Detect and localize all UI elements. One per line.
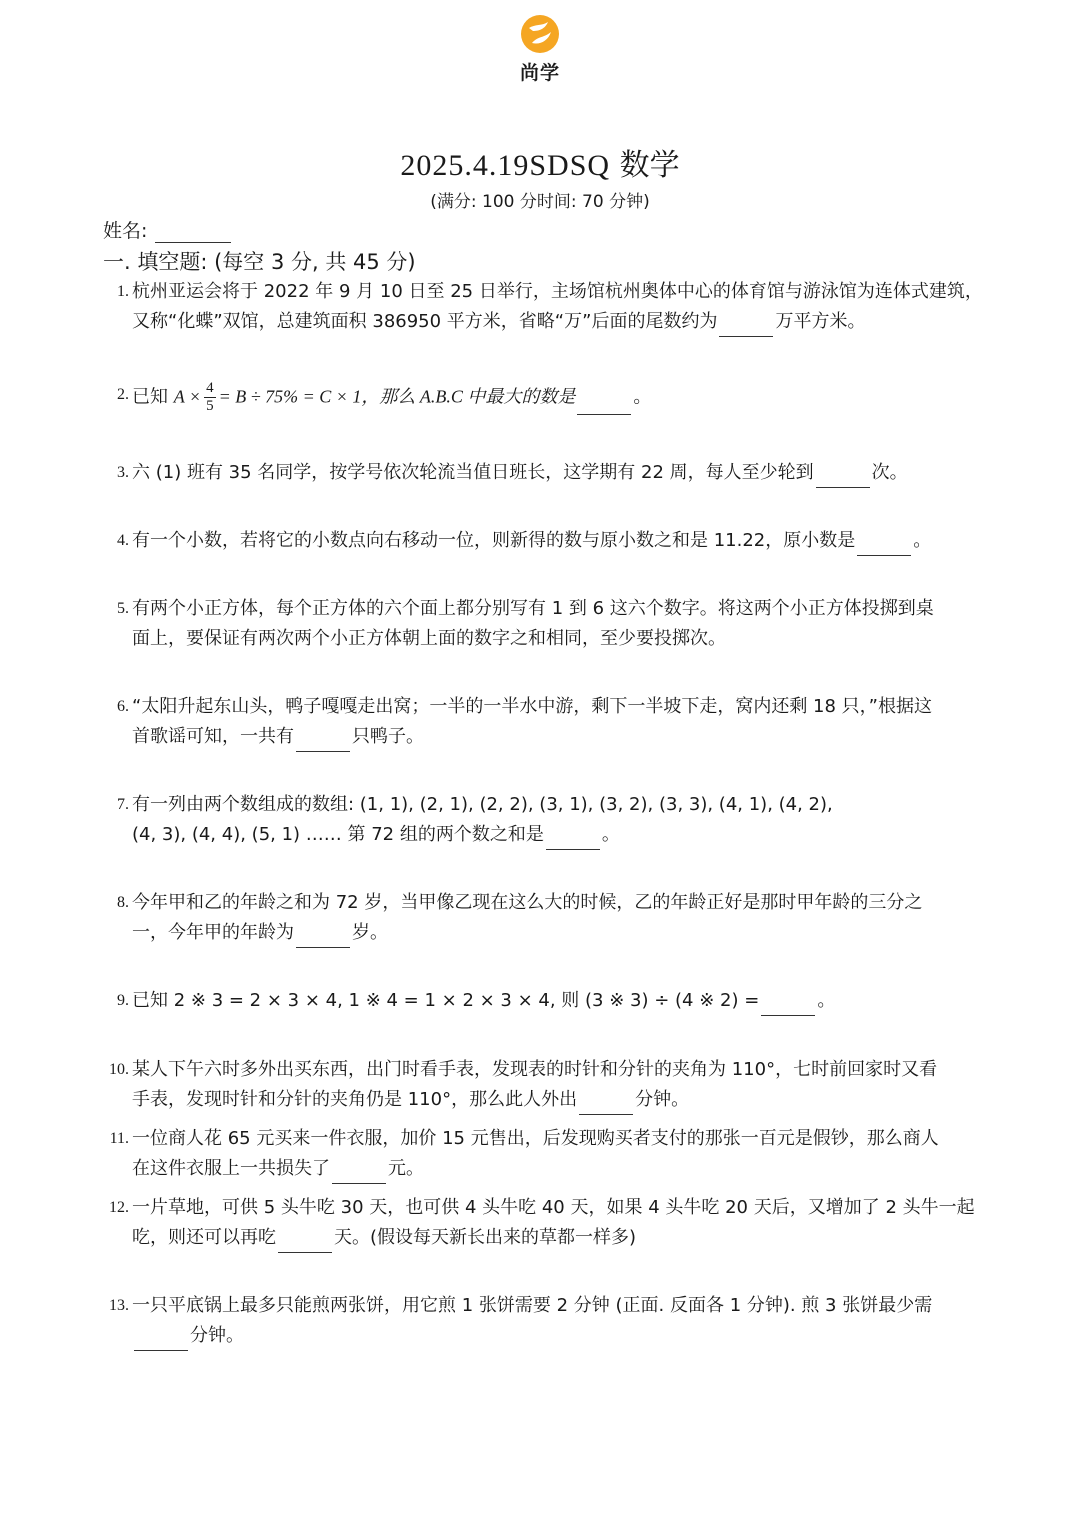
page-title [0, 140, 1080, 184]
fraction: $\frac{4}{5}$ [206, 380, 214, 414]
question-text: 分钟。 [132, 1321, 983, 1351]
question-number: 10. [109, 1061, 129, 1078]
question-number: 9. [117, 992, 129, 1009]
question-number: 13. [109, 1297, 129, 1314]
logo-brand-text: 尚学 [519, 62, 560, 84]
question-text: 有一个小数，若将它的小数点向右移动一位，则新得的数与原小数之和是 11.22，原小数是 。 [132, 526, 983, 556]
question-number: 7. [117, 796, 129, 813]
name-field [103, 216, 231, 243]
question-text: 一，今年甲的年龄为 岁。 [132, 918, 983, 948]
question-text: 已知 2 ※ 3 = 2 × 3 × 4, 1 ※ 4 = 1 × 2 × 3 × 4, 则 (3 ※ 3) ÷ (4 ※ 2) = 。 [132, 986, 983, 1016]
question-text: 首歌谣可知，一共有 只鸭子。 [132, 722, 983, 752]
answer-blank[interactable] [579, 1094, 633, 1115]
question-text: (4, 3), (4, 4), (5, 1) …… 第 72 组的两个数之和是 。 [132, 820, 983, 850]
question-number: 1. [117, 283, 129, 300]
question-text: 杭州亚运会将于 2022 年 9 月 10 日至 25 日举行，主场馆杭州奥体中心的体育馆与游泳馆为连体式建筑， [132, 281, 983, 302]
question-text: 已知 A × $\frac{4}{5}$ = B ÷ 75% = C × 1，那么 A.B.C 中最大的数是 。 [132, 380, 652, 414]
logo [490, 14, 590, 84]
question-text: 一只平底锅上最多只能煎两张饼，用它煎 1 张饼需要 2 分钟 (正面. 反面各 1 分钟). 煎 3 张饼最少需 [132, 1295, 933, 1316]
answer-blank[interactable] [577, 394, 631, 415]
question-text: 又称“化蝶”双馆，总建筑面积 386950 平方米，省略“万”后面的尾数约为 万平方米。 [132, 307, 983, 337]
question-text: 手表，发现时针和分针的夹角仍是 110°，那么此人外出 分钟。 [132, 1085, 983, 1115]
question-number: 5. [117, 600, 129, 617]
title-subject: 数学 [619, 148, 680, 183]
question-text: 有两个小正方体，每个正方体的六个面上都分别写有 1 到 6 这六个数字。将这两个小正方体投掷到桌 [132, 598, 934, 619]
question-text: 今年甲和乙的年龄之和为 72 岁，当甲像乙现在这么大的时候，乙的年龄正好是那时甲年龄的三分之 [132, 892, 923, 913]
question-number: 11. [109, 1130, 129, 1147]
answer-blank[interactable] [816, 467, 870, 488]
question-number: 4. [117, 532, 129, 549]
math-variable: A × [173, 386, 202, 407]
question-number: 2. [117, 386, 129, 403]
question-text: 某人下午六时多外出买东西，出门时看手表，发现表的时针和分针的夹角为 110°，七时前回家时又看 [132, 1059, 938, 1080]
section-title: 一. 填空题: (每空 3 分, 共 45 分) [103, 250, 416, 274]
question-text: “太阳升起东山头，鸭子嘎嘎走出窝；一半的一半水中游，剩下一半坡下走，窝内还剩 18 只，”根据这 [132, 696, 932, 717]
name-blank[interactable] [155, 224, 231, 243]
question-text: 一片草地，可供 5 头牛吃 30 天，也可供 4 头牛吃 40 天，如果 4 头牛吃 20 天后，又增加了 2 头牛一起 [132, 1197, 975, 1218]
answer-blank[interactable] [332, 1163, 386, 1184]
question-number: 12. [109, 1199, 129, 1216]
question-text: 六 (1) 班有 35 名同学，按学号依次轮流当值日班长，这学期有 22 周，每人至少轮到 次。 [132, 458, 983, 488]
question-text: 面上，要保证有两次两个小正方体朝上面的数字之和相同，至少要投掷次。 [132, 628, 726, 649]
answer-blank[interactable] [278, 1232, 332, 1253]
answer-blank[interactable] [296, 927, 350, 948]
question-text: 在这件衣服上一共损失了 元。 [132, 1154, 983, 1184]
question-number: 6. [117, 698, 129, 715]
question-text: 吃，则还可以再吃 天。(假设每天新长出来的草都一样多) [132, 1223, 983, 1253]
answer-blank[interactable] [857, 535, 911, 556]
exam-info: (满分: 100 分时间: 70 分钟) [430, 192, 650, 212]
question-text: 有一列由两个数组成的数组: (1, 1), (2, 1), (2, 2), (3, 1), (3, 2), (3, 3), (4, 1), (4, 2), [132, 794, 833, 815]
answer-blank[interactable] [134, 1330, 188, 1351]
answer-blank[interactable] [719, 316, 773, 337]
question-text: 一位商人花 65 元买来一件衣服，加价 15 元售出，后发现购买者支付的那张一百元是假钞，那么商人 [132, 1128, 939, 1149]
title-number: 2025.4.19SDSQ [400, 149, 611, 182]
question-number: 3. [117, 464, 129, 481]
name-label: 姓名: [103, 220, 148, 242]
question-number: 8. [117, 894, 129, 911]
logo-emblem-icon [520, 14, 560, 54]
answer-blank[interactable] [761, 995, 815, 1016]
answer-blank[interactable] [296, 731, 350, 752]
answer-blank[interactable] [546, 829, 600, 850]
